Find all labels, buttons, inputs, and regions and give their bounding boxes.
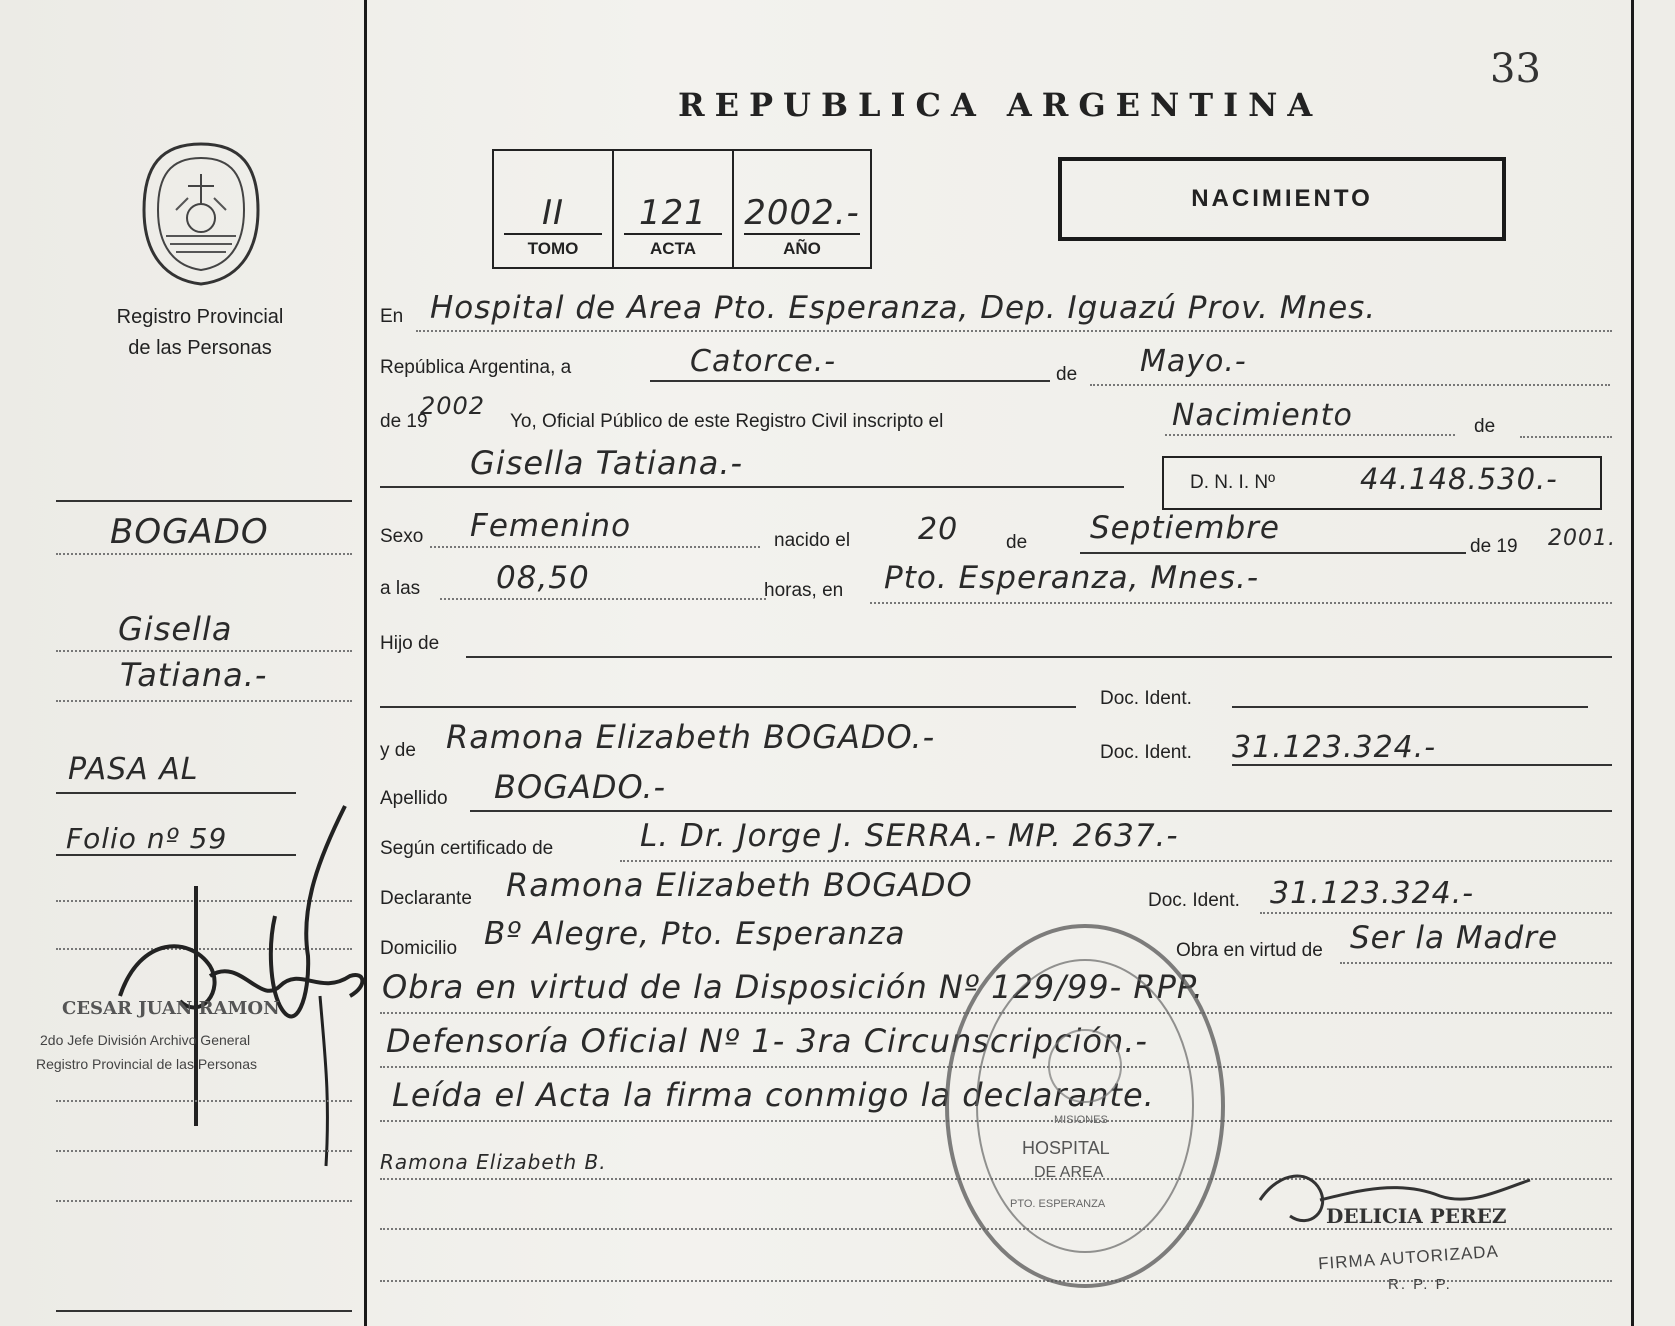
country-title: REPUBLICA ARGENTINA: [678, 86, 1323, 124]
label-de-nombre: de: [1474, 416, 1496, 437]
value-sexo: Femenino: [470, 508, 632, 544]
label-sexo: Sexo: [380, 526, 424, 547]
label-doc-declarante: Doc. Ident.: [1148, 890, 1240, 911]
right-border: [1631, 0, 1634, 1326]
note-line-3: Leída el Acta la firma conmigo la declarante.: [392, 1076, 1155, 1114]
value-mes: Mayo.-: [1140, 344, 1247, 379]
value-nombre: Gisella Tatiana.-: [470, 444, 744, 482]
hospital-stamp-line4: MISIONES: [1054, 1114, 1108, 1126]
value-declarante: Ramona Elizabeth BOGADO: [506, 866, 973, 904]
label-obra: Obra en virtud de: [1176, 940, 1323, 961]
official-title: FIRMA AUTORIZADA: [1317, 1241, 1500, 1274]
value-acto: Nacimiento: [1172, 398, 1353, 433]
official-signature-icon: [1250, 1160, 1550, 1240]
acta-cell: [614, 151, 734, 267]
margin-first-name: Gisella: [118, 610, 233, 648]
value-certificado: L. Dr. Jorge J. SERRA.- MP. 2637.-: [640, 818, 1179, 854]
margin-stamp-office: Registro Provincial de las Personas: [36, 1056, 257, 1072]
value-madre: Ramona Elizabeth BOGADO.-: [446, 718, 936, 756]
value-dia: Catorce.-: [690, 344, 837, 379]
registry-name: [60, 302, 340, 364]
label-de-mes: de: [1056, 364, 1078, 385]
label-apellido: Apellido: [380, 788, 448, 809]
value-nac-mes: Septiembre: [1090, 510, 1280, 546]
anio-label: AÑO: [783, 239, 821, 258]
value-apellido: BOGADO.-: [494, 768, 667, 806]
dni-box: [1162, 456, 1602, 510]
provincial-seal-icon: [136, 140, 266, 288]
value-nac-dia: 20: [918, 512, 959, 547]
label-anio-prefix: de 19: [380, 411, 428, 432]
official-abbr: R. P. P.: [1388, 1276, 1452, 1293]
note-line-2: Defensoría Oficial Nº 1- 3ra Circunscripción.-: [386, 1022, 1148, 1060]
label-en: En: [380, 306, 404, 327]
value-domicilio: Bº Alegre, Pto. Esperanza: [484, 916, 906, 952]
anio-cell: [734, 151, 870, 267]
label-nac-anio: de 19: [1470, 536, 1518, 557]
official-name: DELICIA PEREZ: [1326, 1204, 1507, 1228]
margin-stamp-name: CESAR JUAN RAMON: [62, 998, 280, 1019]
label-y-de: y de: [380, 740, 416, 761]
margin-middle-name: Tatiana.-: [120, 656, 268, 694]
label-horas-en: horas, en: [764, 580, 844, 601]
hospital-stamp-line3: PTO. ESPERANZA: [1010, 1198, 1106, 1210]
value-lugar-acta: Hospital de Area Pto. Esperanza, Dep. Iguazú Prov. Mnes.: [430, 290, 1377, 326]
hospital-stamp-icon: [940, 916, 1230, 1306]
margin-note-1: PASA AL: [68, 752, 199, 787]
value-lugar-nacimiento: Pto. Esperanza, Mnes.-: [884, 560, 1260, 596]
label-hijo-de: Hijo de: [380, 633, 440, 654]
registry-line2: de las Personas: [128, 337, 272, 359]
record-type: NACIMIENTO: [1191, 185, 1373, 212]
tomo-cell: [494, 151, 614, 267]
anio-value: 2002.-: [744, 193, 860, 233]
value-doc-declarante: 31.123.324.-: [1270, 876, 1475, 911]
declarant-signature: Ramona Elizabeth B.: [380, 1150, 607, 1174]
label-doc-padre: Doc. Ident.: [1100, 688, 1192, 709]
hospital-stamp-line2: DE AREA: [1034, 1164, 1104, 1181]
label-doc-madre: Doc. Ident.: [1100, 742, 1192, 763]
value-nac-anio: 2001.: [1548, 526, 1616, 551]
acta-label: ACTA: [650, 239, 696, 258]
tomo-value: II: [541, 193, 565, 233]
label-declarante: Declarante: [380, 888, 472, 909]
hospital-stamp-line1: HOSPITAL: [1022, 1138, 1110, 1158]
value-dni: 44.148.530.-: [1360, 462, 1558, 496]
value-doc-madre: 31.123.324.-: [1232, 730, 1437, 765]
margin-stamp-title: 2do Jefe División Archivo General: [40, 1032, 251, 1048]
label-dni: D. N. I. Nº: [1190, 472, 1276, 493]
tomo-label: TOMO: [527, 239, 579, 258]
label-hora: a las: [380, 578, 421, 599]
value-obra: Ser la Madre: [1350, 920, 1559, 956]
value-anio-acta: 2002: [420, 392, 486, 420]
page-number: 33: [1490, 46, 1541, 92]
registry-line1: Registro Provincial: [116, 306, 284, 328]
label-republica: República Argentina, a: [380, 357, 572, 378]
note-line-1: Obra en virtud de la Disposición Nº 129/99- RPP.: [382, 968, 1204, 1006]
label-domicilio: Domicilio: [380, 938, 458, 959]
record-number-box: [492, 149, 872, 269]
margin-note-2: Folio nº 59: [66, 822, 228, 855]
margin-rule-top: [56, 500, 352, 502]
value-hora: 08,50: [496, 560, 590, 596]
label-oficial: Yo, Oficial Público de este Registro Civil inscripto el: [510, 411, 944, 432]
margin-signature-icon: [100, 796, 370, 1170]
acta-value: 121: [639, 193, 707, 233]
record-type-box: [1058, 157, 1506, 241]
margin-surname: BOGADO: [110, 512, 269, 552]
label-certificado: Según certificado de: [380, 838, 554, 859]
label-nacido: nacido el: [774, 530, 851, 551]
label-nac-de: de: [1006, 532, 1028, 553]
